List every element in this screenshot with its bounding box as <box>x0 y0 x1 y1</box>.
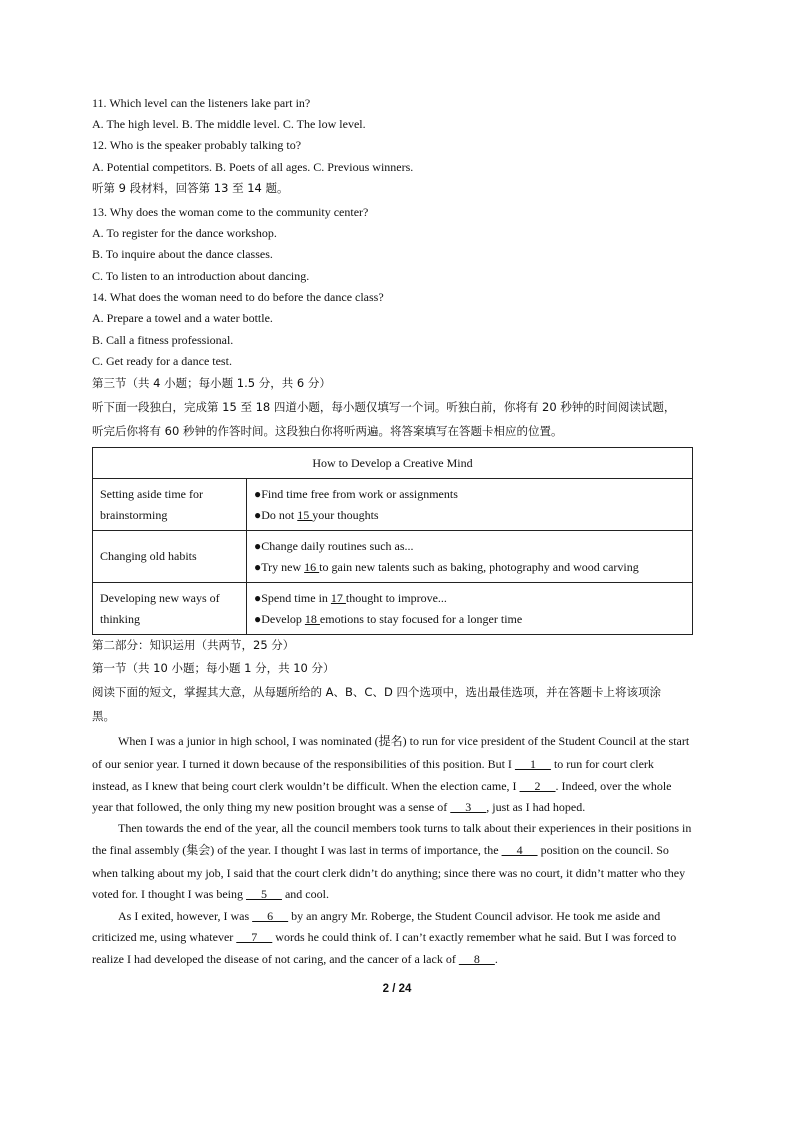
question-13-option-a: A. To register for the dance workshop. <box>92 226 277 240</box>
blank-2: 2 <box>519 779 556 793</box>
part-2-instruction-2: 黑。 <box>92 709 115 723</box>
table-row-label: Developing new ways of thinking <box>93 583 247 635</box>
part-2-section-1-title: 第一节（共 10 小题；每小题 1 分，共 10 分） <box>92 661 335 675</box>
creative-mind-table <box>92 447 693 635</box>
section-3-instruction-1: 听下面一段独白，完成第 15 至 18 四道小题，每小题仅填写一个词。听独白前，你将有 20 秒钟的时间阅读试题， <box>92 400 676 414</box>
part-2-instruction-1: 阅读下面的短文，掌握其大意，从每题所给的 A、B、C、D 四个选项中，选出最佳选项，并在答题卡上将该项涂 <box>92 685 661 699</box>
table-row-label: Setting aside time for brainstorming <box>93 479 247 531</box>
question-14: 14. What does the woman need to do before the dance class? <box>92 290 384 304</box>
blank-5: 5 <box>245 887 282 901</box>
table-row <box>93 479 693 531</box>
question-14-option-b: B. Call a fitness professional. <box>92 333 234 347</box>
question-13: 13. Why does the woman come to the community center? <box>92 205 369 219</box>
blank-3: 3 <box>450 800 487 814</box>
section-3-instruction-2: 听完后你将有 60 秒钟的作答时间。这段独白你将听两遍。将答案填写在答题卡相应的位置。 <box>92 424 563 438</box>
passage-line: Then towards the end of the year, all the council members took turns to talk about their experiences in their positions in <box>118 821 692 835</box>
passage-line: instead, as I knew that being court clerk wouldn’t be difficult. When the election came, I 2 . Indeed, over the whole <box>92 779 672 793</box>
passage-line: criticized me, using whatever 7 words he could think of. I can’t exactly remember what he said. But I was forced to <box>92 930 677 944</box>
blank-8: 8 <box>458 952 495 966</box>
question-14-option-a: A. Prepare a towel and a water bottle. <box>92 311 273 325</box>
passage-line: when talking about my job, I said that the court clerk didn’t do anything; since there was no court, it didn’t matter who they <box>92 866 686 880</box>
passage-line: voted for. I thought I was being 5 and cool. <box>92 887 329 901</box>
passage-line: of our senior year. I turned it down because of the responsibilities of this position. But I 1 to run for court clerk <box>92 757 654 771</box>
page-number: 2 / 24 <box>382 983 412 995</box>
question-12-options: A. Potential competitors. B. Poets of all ages. C. Previous winners. <box>92 160 414 174</box>
passage-line: year that followed, the only thing my new position brought was a sense of 3 , just as I had hoped. <box>92 800 586 814</box>
passage-line: realize I had developed the disease of not caring, and the cancer of a lack of 8 . <box>92 952 498 966</box>
passage-line: the final assembly (集会) of the year. I thought I was last in terms of importance, the 4 position on the council. So <box>92 843 669 857</box>
table-row <box>93 531 693 583</box>
table-row-label: Changing old habits <box>93 531 247 583</box>
passage-line: When I was a junior in high school, I was nominated (提名) to run for vice president of the Student Council at the start <box>118 734 690 748</box>
question-13-option-b: B. To inquire about the dance classes. <box>92 247 273 261</box>
blank-7: 7 <box>236 930 273 944</box>
blank-15: 15 <box>297 507 313 522</box>
table-row-content: ●Find time free from work or assignments ●Do not 15 your thoughts <box>247 479 693 531</box>
blank-1: 1 <box>514 757 551 771</box>
blank-4: 4 <box>501 843 538 857</box>
question-13-option-c: C. To listen to an introduction about dancing. <box>92 269 310 283</box>
blank-16: 16 <box>304 559 320 574</box>
passage-line: As I exited, however, I was 6 by an angry Mr. Roberge, the Student Council advisor. He took me aside and <box>118 909 661 923</box>
section-3-title: 第三节（共 4 小题；每小题 1.5 分，共 6 分） <box>92 376 331 390</box>
table-row-content: ●Change daily routines such as... ●Try new 16 to gain new talents such as baking, photography and wood carving <box>247 531 693 583</box>
blank-17: 17 <box>330 590 346 605</box>
part-2-title: 第二部分：知识运用（共两节，25 分） <box>92 638 295 652</box>
question-11-options: A. The high level. B. The middle level. C. The low level. <box>92 117 366 131</box>
blank-6: 6 <box>252 909 289 923</box>
table-row-content: ●Spend time in 17 thought to improve... ●Develop 18 emotions to stay focused for a longer time <box>247 583 693 635</box>
question-14-option-c: C. Get ready for a dance test. <box>92 354 232 368</box>
table-row <box>93 583 693 635</box>
blank-18: 18 <box>304 611 320 626</box>
question-11: 11. Which level can the listeners lake part in? <box>92 96 311 110</box>
material-9-intro: 听第 9 段材料，回答第 13 至 14 题。 <box>92 181 289 195</box>
table-title: How to Develop a Creative Mind <box>93 448 693 479</box>
question-12: 12. Who is the speaker probably talking to? <box>92 138 302 152</box>
